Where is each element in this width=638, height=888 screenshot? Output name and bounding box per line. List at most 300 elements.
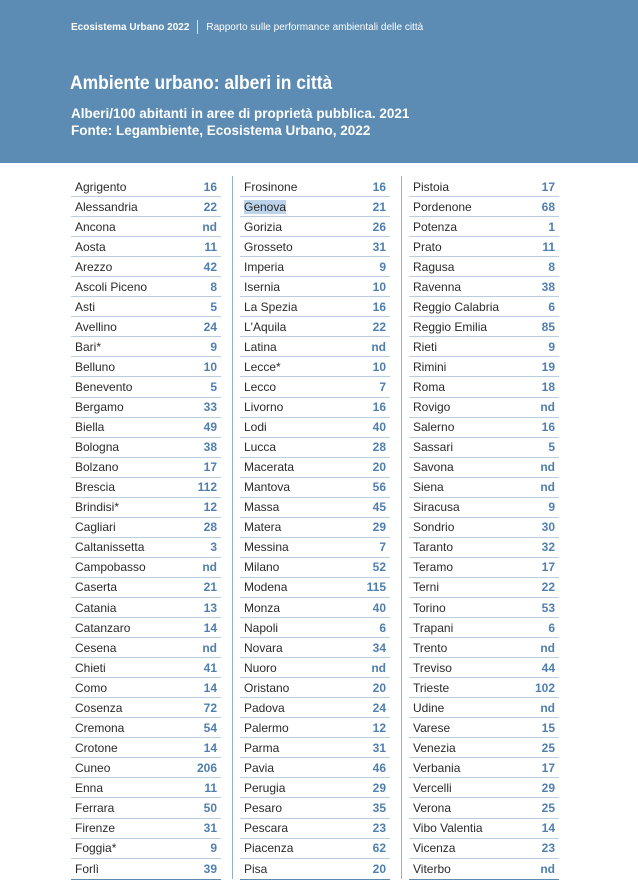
city-name: Rieti (413, 339, 438, 354)
city-name: Sassari (413, 440, 454, 455)
table-row (409, 478, 559, 498)
city-name: Foggia* (75, 841, 117, 856)
tree-count-value: 5 (548, 440, 555, 455)
city-name: Messina (244, 540, 289, 555)
city-name: Rovigo (413, 400, 451, 415)
city-name: Oristano (244, 680, 290, 695)
tree-count-value: 35 (372, 800, 386, 815)
city-name: Vicenza (413, 841, 456, 856)
tree-count-value: 62 (372, 841, 386, 856)
city-name: Avellino (75, 319, 117, 334)
city-name: Ragusa (413, 259, 455, 274)
city-name: Genova (244, 199, 287, 214)
table-row (240, 698, 390, 718)
table-row (240, 538, 390, 558)
header-banner (0, 0, 638, 163)
table-row (71, 839, 221, 859)
table-row (71, 638, 221, 658)
tree-count-value: 21 (372, 199, 386, 214)
city-column-3 (409, 177, 559, 880)
tree-count-value: 12 (203, 500, 217, 515)
table-row (71, 377, 221, 397)
city-name: Palermo (244, 720, 289, 735)
tree-count-value: nd (540, 480, 555, 495)
city-name: Reggio Emilia (413, 319, 488, 334)
city-name: Belluno (75, 359, 116, 374)
table-row (240, 257, 390, 277)
table-row (71, 498, 221, 518)
tree-count-value: 22 (372, 319, 386, 334)
table-row (71, 778, 221, 798)
city-name: Piacenza (244, 841, 294, 856)
tree-count-value: 6 (548, 299, 555, 314)
table-row (240, 578, 390, 598)
city-name: Crotone (75, 740, 118, 755)
table-row (409, 398, 559, 418)
city-name: Massa (244, 500, 280, 515)
table-row (240, 398, 390, 418)
table-row (71, 538, 221, 558)
table-row (71, 698, 221, 718)
tree-count-value: nd (371, 339, 386, 354)
city-name: Ravenna (413, 279, 462, 294)
table-row (240, 839, 390, 859)
table-row (71, 398, 221, 418)
table-row (71, 678, 221, 698)
tree-count-value: 9 (548, 339, 555, 354)
table-row (409, 177, 559, 197)
tree-count-value: 40 (372, 600, 386, 615)
city-name: Teramo (413, 560, 454, 575)
table-row (71, 438, 221, 458)
city-name: Udine (413, 700, 445, 715)
table-row (409, 859, 559, 879)
tree-count-value: 13 (203, 600, 217, 615)
city-name: Bologna (75, 440, 120, 455)
tree-count-value: 14 (203, 680, 217, 695)
report-tagline: Rapporto sulle performance ambientali delle città (206, 21, 424, 33)
tree-count-value: 23 (541, 841, 555, 856)
table-row (240, 478, 390, 498)
table-row (71, 197, 221, 217)
tree-count-value: 5 (210, 299, 217, 314)
tree-count-value: nd (540, 861, 555, 876)
tree-count-value: 11 (542, 239, 555, 254)
table-row (71, 478, 221, 498)
city-name: Novara (244, 640, 283, 655)
table-row (409, 317, 559, 337)
tree-count-value: 16 (203, 179, 217, 194)
tree-count-value: 31 (372, 740, 386, 755)
table-row (240, 438, 390, 458)
city-name: Imperia (244, 259, 285, 274)
city-name: Como (75, 680, 108, 695)
table-row (409, 197, 559, 217)
tree-count-value: 16 (372, 179, 386, 194)
city-name: Livorno (244, 400, 284, 415)
table-row (240, 357, 390, 377)
tree-count-value: 54 (203, 720, 217, 735)
city-name: Verbania (413, 760, 461, 775)
table-row (71, 819, 221, 839)
table-row (409, 337, 559, 357)
city-name: Enna (75, 780, 104, 795)
table-row (240, 558, 390, 578)
city-name: Pordenone (413, 199, 472, 214)
tree-count-value: 8 (548, 259, 555, 274)
table-row (409, 638, 559, 658)
table-row (71, 618, 221, 638)
table-row (240, 317, 390, 337)
tree-count-value: 9 (379, 259, 386, 274)
city-name: Grosseto (244, 239, 293, 254)
city-name: Pisa (244, 861, 268, 876)
table-row (409, 237, 559, 257)
tree-count-value: 30 (541, 520, 555, 535)
table-row (240, 498, 390, 518)
city-name: Verona (413, 800, 452, 815)
tree-count-value: nd (540, 640, 555, 655)
tree-count-value: 31 (372, 239, 386, 254)
tree-count-value: 10 (372, 359, 386, 374)
tree-count-value: 10 (372, 279, 386, 294)
column-divider (232, 176, 233, 879)
city-name: Prato (413, 239, 442, 254)
table-row (409, 357, 559, 377)
table-row (409, 598, 559, 618)
city-name: Terni (413, 580, 440, 595)
city-name: Potenza (413, 219, 458, 234)
city-name: Vibo Valentia (413, 821, 483, 836)
tree-count-value: 20 (372, 460, 386, 475)
tree-count-value: 17 (203, 460, 217, 475)
table-row (240, 177, 390, 197)
table-row (240, 658, 390, 678)
city-name: Lecce* (244, 359, 281, 374)
table-row (71, 598, 221, 618)
tree-count-value: 206 (196, 760, 217, 775)
city-name: Forlì (75, 861, 99, 876)
city-name: Bari* (75, 339, 102, 354)
table-row (409, 578, 559, 598)
city-name: Lecco (244, 379, 277, 394)
table-row (409, 418, 559, 438)
table-row (71, 859, 221, 879)
tree-count-value: 28 (372, 440, 386, 455)
table-row (71, 277, 221, 297)
tree-count-value: nd (202, 560, 217, 575)
tree-count-value: 7 (379, 540, 386, 555)
tree-count-value: 19 (541, 359, 555, 374)
tree-count-value: 72 (203, 700, 217, 715)
city-name: Matera (244, 520, 282, 535)
table-row (409, 658, 559, 678)
tree-count-value: 31 (203, 821, 217, 836)
table-row (409, 558, 559, 578)
city-name: Latina (244, 339, 277, 354)
city-name: Caserta (75, 580, 118, 595)
column-divider (401, 176, 402, 879)
tree-count-value: 29 (372, 780, 386, 795)
table-row (240, 819, 390, 839)
table-row (71, 658, 221, 678)
city-name: Rimini (413, 359, 447, 374)
table-row (71, 798, 221, 818)
tree-count-value: 21 (203, 580, 217, 595)
tree-count-value: 10 (203, 359, 217, 374)
tree-count-value: 49 (203, 420, 217, 435)
city-name: Campobasso (75, 560, 146, 575)
city-name: Mantova (244, 480, 291, 495)
city-name: Cesena (75, 640, 117, 655)
tree-count-value: 20 (372, 680, 386, 695)
table-row (71, 518, 221, 538)
table-row (409, 498, 559, 518)
city-name: Padova (244, 700, 285, 715)
table-row (409, 718, 559, 738)
tree-count-value: 102 (534, 680, 555, 695)
tree-count-value: 44 (541, 660, 555, 675)
tree-count-value: 17 (541, 760, 555, 775)
subtitle-source: Fonte: Legambiente, Ecosistema Urbano, 2022 (71, 123, 371, 138)
city-name: Cremona (75, 720, 125, 735)
city-name: Pistoia (413, 179, 450, 194)
tree-count-value: 15 (541, 720, 555, 735)
city-name: Trieste (413, 680, 450, 695)
table-row (71, 758, 221, 778)
table-row (71, 418, 221, 438)
tree-count-value: 33 (203, 400, 217, 415)
city-name: La Spezia (244, 299, 298, 314)
city-name: Sondrio (413, 520, 455, 535)
city-name: Cagliari (75, 520, 116, 535)
city-name: Cuneo (75, 760, 111, 775)
tree-count-value: 18 (541, 379, 555, 394)
table-row (240, 237, 390, 257)
table-row (71, 458, 221, 478)
table-row (409, 277, 559, 297)
city-name: Brescia (75, 480, 116, 495)
table-row (409, 297, 559, 317)
table-row (240, 758, 390, 778)
table-row (240, 217, 390, 237)
city-name: L'Aquila (244, 319, 287, 334)
table-row (240, 337, 390, 357)
table-row (71, 177, 221, 197)
table-row (71, 217, 221, 237)
table-row (409, 458, 559, 478)
table-row (240, 718, 390, 738)
tree-count-value: 22 (541, 580, 555, 595)
city-name: Isernia (244, 279, 281, 294)
tree-count-value: 115 (366, 580, 386, 595)
tree-count-value: 16 (372, 400, 386, 415)
city-name: Gorizia (244, 219, 283, 234)
tree-count-value: 52 (372, 560, 386, 575)
tree-count-value: 16 (372, 299, 386, 314)
city-name: Taranto (413, 540, 454, 555)
city-name: Firenze (75, 821, 116, 836)
tree-count-value: 39 (203, 861, 217, 876)
city-name: Trapani (413, 620, 454, 635)
tree-count-value: nd (202, 219, 217, 234)
tree-count-value: 17 (541, 560, 555, 575)
city-name: Viterbo (413, 861, 451, 876)
tree-count-value: nd (540, 460, 555, 475)
tree-count-value: nd (540, 700, 555, 715)
tree-count-value: 14 (541, 821, 555, 836)
city-name: Modena (244, 580, 288, 595)
city-column-1 (71, 177, 221, 880)
city-name: Chieti (75, 660, 106, 675)
city-name: Bergamo (75, 400, 124, 415)
city-name: Caltanissetta (75, 540, 145, 555)
tree-count-value: 34 (372, 640, 386, 655)
tree-count-value: 42 (203, 259, 217, 274)
city-name: Milano (244, 560, 280, 575)
tree-count-value: 3 (210, 540, 217, 555)
table-row (240, 859, 390, 879)
city-name: Torino (413, 600, 446, 615)
table-row (409, 778, 559, 798)
tree-count-value: 38 (203, 440, 217, 455)
report-topline (71, 20, 423, 34)
table-row (240, 598, 390, 618)
city-column-2 (240, 177, 390, 880)
city-name: Catanzaro (75, 620, 131, 635)
tree-count-value: 85 (541, 319, 555, 334)
table-row (409, 819, 559, 839)
city-name: Frosinone (244, 179, 298, 194)
city-name: Pesaro (244, 800, 283, 815)
city-name: Cosenza (75, 700, 123, 715)
table-row (240, 377, 390, 397)
page-subtitle (71, 105, 409, 139)
tree-count-value: 32 (541, 540, 555, 555)
table-row (409, 758, 559, 778)
city-name: Salerno (413, 420, 455, 435)
city-name: Vercelli (413, 780, 452, 795)
tree-count-value: 6 (548, 620, 555, 635)
tree-count-value: 25 (541, 800, 555, 815)
tree-count-value: 24 (372, 700, 386, 715)
table-row (71, 237, 221, 257)
topline-divider (197, 20, 198, 34)
table-row (409, 618, 559, 638)
table-row (409, 438, 559, 458)
tree-count-value: 11 (204, 239, 217, 254)
table-row (240, 458, 390, 478)
city-name: Agrigento (75, 179, 127, 194)
city-name: Bolzano (75, 460, 119, 475)
city-name: Pescara (244, 821, 289, 836)
table-row (71, 257, 221, 277)
city-name: Roma (413, 379, 446, 394)
tree-count-value: 11 (204, 780, 217, 795)
report-brand: Ecosistema Urbano 2022 (71, 21, 190, 33)
city-name: Treviso (413, 660, 452, 675)
tree-count-value: 9 (210, 339, 217, 354)
tree-count-value: 26 (372, 219, 386, 234)
tree-count-value: 9 (210, 841, 217, 856)
table-row (409, 839, 559, 859)
subtitle-measure: Alberi/100 abitanti in aree di proprietà pubblica. 2021 (71, 106, 410, 121)
tree-count-value: 7 (379, 379, 386, 394)
tree-count-value: 14 (203, 740, 217, 755)
tree-count-value: nd (371, 660, 386, 675)
city-name: Brindisi* (75, 500, 120, 515)
tree-count-value: 14 (203, 620, 217, 635)
tree-count-value: 68 (541, 199, 555, 214)
tree-count-value: 8 (210, 279, 217, 294)
city-name: Siracusa (413, 500, 460, 515)
table-row (409, 377, 559, 397)
table-row (71, 558, 221, 578)
page-title: Ambiente urbano: alberi in città (70, 73, 333, 94)
tree-count-value: 45 (372, 500, 386, 515)
tree-count-value: 40 (372, 420, 386, 435)
city-name: Alessandria (75, 199, 138, 214)
city-name: Pavia (244, 760, 275, 775)
tree-count-value: 41 (203, 660, 217, 675)
city-name: Catania (75, 600, 117, 615)
tree-count-value: 24 (203, 319, 217, 334)
city-name: Trento (413, 640, 448, 655)
tree-count-value: 5 (210, 379, 217, 394)
city-name: Lucca (244, 440, 277, 455)
city-name: Lodi (244, 420, 267, 435)
tree-count-value: 25 (541, 740, 555, 755)
tree-count-value: 17 (541, 179, 555, 194)
city-name: Reggio Calabria (413, 299, 500, 314)
table-row (240, 638, 390, 658)
tree-count-value: 29 (372, 520, 386, 535)
table-row (409, 538, 559, 558)
tree-count-value: 22 (203, 199, 217, 214)
table-row (409, 678, 559, 698)
tree-count-value: nd (202, 640, 217, 655)
table-row (409, 257, 559, 277)
table-row (240, 277, 390, 297)
table-row (240, 778, 390, 798)
city-name: Perugia (244, 780, 286, 795)
table-row (409, 217, 559, 237)
city-name: Asti (75, 299, 96, 314)
table-row (240, 518, 390, 538)
city-name: Aosta (75, 239, 106, 254)
table-row (71, 578, 221, 598)
tree-count-value: 23 (372, 821, 386, 836)
city-name: Ascoli Piceno (75, 279, 148, 294)
city-name: Nuoro (244, 660, 277, 675)
tree-count-value: 56 (372, 480, 386, 495)
table-row (240, 197, 390, 217)
table-row (240, 297, 390, 317)
city-name: Napoli (244, 620, 279, 635)
table-row (409, 518, 559, 538)
tree-count-value: 112 (197, 480, 217, 495)
tree-count-value: 50 (203, 800, 217, 815)
tree-count-value: 53 (541, 600, 555, 615)
tree-count-value: 6 (379, 620, 386, 635)
table-row (409, 798, 559, 818)
city-name: Ancona (75, 219, 116, 234)
table-row (71, 297, 221, 317)
table-row (240, 618, 390, 638)
table-row (71, 718, 221, 738)
tree-count-value: 29 (541, 780, 555, 795)
city-name: Varese (413, 720, 451, 735)
